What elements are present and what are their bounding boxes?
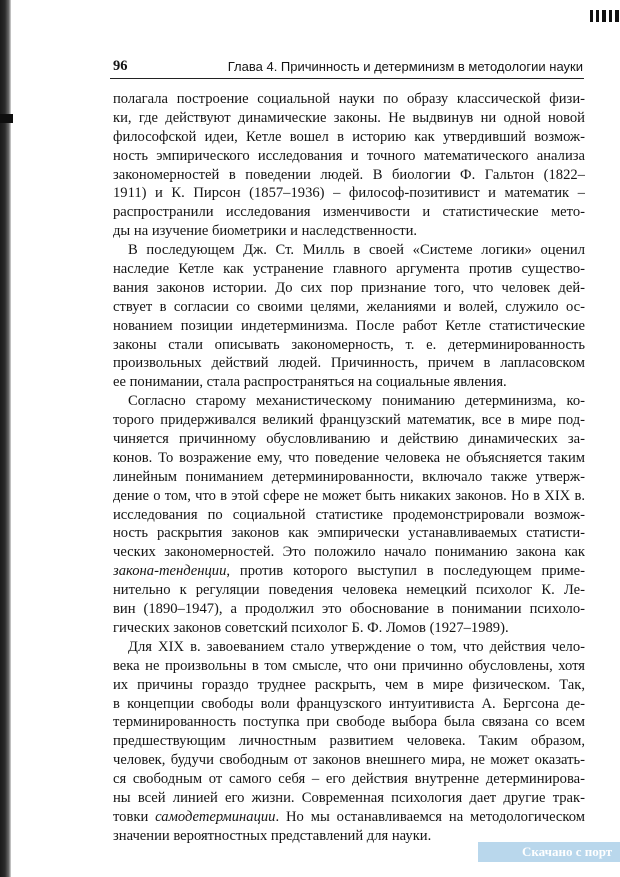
text-run: , против которого выступил в последующем приме- [226,563,585,580]
text-line: полагала построение социальной науки по образу классической физи- [113,91,585,107]
text-line: ки, где действуют динамические законы. Не выдвинув ни одной новой [113,109,585,126]
text-line [113,562,585,581]
text-line: дение о том, что в этой сфере не может быть никаких законов. Но в XIX в. [113,487,585,504]
text-line: ды на изучение биометрики и наследственности. [113,223,418,240]
text-line: ствует в согласии со своими целями, желаниями и волей, служило ос- [113,298,585,315]
text-line: предшествующим личностным развитием человека. Таким образом, [113,733,585,750]
text-line: законы стали описывать закономерность, т. е. детерминированность [113,336,585,353]
text-line: человек, будучи свободным от законов внешнего мира, не может оказать- [113,752,585,769]
text-line: ны всей линией его жизни. Современная психология дает другие трак- [113,789,585,806]
text-line: исследования по социальной статистике продемонстрировали возмож- [113,506,585,523]
text-line: конов. То возражение ему, что поведение человека не объясняется таким [113,449,585,466]
text-line: вания законов истории. До сих пор признание того, что человек дей- [113,279,585,296]
italic-term: самодетерминации [155,808,276,825]
text-run: . Но мы останавливаемся на методологическом [275,808,585,825]
page-header [113,58,583,78]
text-line: вин (1890–1947), а продолжил это обоснование в понимании психоло- [113,601,585,618]
text-line: терминированность поступка при свободе выбора была связана со всем [113,714,585,731]
text-line: ность раскрытия законов как эмпирически устанавливаемых статисти- [113,525,585,542]
text-line: 1911) и К. Пирсон (1857–1936) – философ-позитивист и математик – [113,185,585,202]
text-line: ее понимании, стала распространяться на социальные явления. [113,374,507,391]
text-line: гических законов советский психолог Б. Ф. Ломов (1927–1989). [113,619,509,636]
text-line: Для XIX в. завоеванием стало утверждение о том, что действия чело- [128,638,585,655]
text-line: значении вероятностных представлений для науки. [113,827,432,844]
text-line: произвольных действий людей. Причинность, причем в лапласовском [113,355,585,372]
text-line: В последующем Дж. Ст. Милль в своей «Системе логики» оценил [128,242,585,259]
text-line: закономерностей в поведении людей. В биологии Ф. Гальтон (1822– [113,166,585,183]
text-run: товки [113,808,156,825]
text-line: ся свободным от самого себя – его действия внутренне детерминирова- [113,771,585,788]
scan-margin-mark [0,114,13,123]
text-line: наследие Кетле как устранение главного аргумента против существо- [113,261,585,278]
text-line: нительно к регуляции поведения человека немецкий психолог К. Ле- [113,582,585,599]
text-line [113,808,585,827]
text-line: линейным пониманием детерминированности, включало также утверж- [113,468,585,485]
text-line: в концепции свободы воли французского интуитивиста А. Бергсона де- [113,695,585,712]
page-number: 96 [113,58,128,74]
scan-corner-mark [584,0,620,24]
download-banner[interactable] [478,842,620,862]
text-line: распространили исследования изменчивости и статистические мето- [113,204,585,221]
text-line: Согласно старому механистическому пониманию детерминизма, ко- [128,393,585,410]
running-title: Глава 4. Причинность и детерминизм в методологии науки [227,59,583,74]
text-line: нованием позиции индетерминизма. После работ Кетле статистические [113,317,585,334]
scan-left-edge [0,0,11,877]
text-line: торого придерживался великий французский математик, все в мире под- [113,412,585,429]
text-line: их причины гораздо труднее раскрыть, чем в мире физическом. Так, [113,676,585,693]
body-text [113,90,585,846]
text-line: философской идеи, Кетле вошел в историю как утвердивший возмож- [113,128,585,145]
text-line: века не произвольны в том смысле, что они причинно обусловлены, хотя [113,657,585,674]
header-rule [110,78,584,79]
text-line: ческих закономерностей. Это положило начало пониманию закона как [113,544,585,561]
banner-text[interactable]: Скачано с порт [522,844,613,859]
text-line: чиняется причинному обусловливанию и действию динамических за- [113,431,585,448]
text-line: ность эмпирического исследования и точного математического анализа [113,147,585,164]
italic-term: закона-тенденции [113,563,227,580]
